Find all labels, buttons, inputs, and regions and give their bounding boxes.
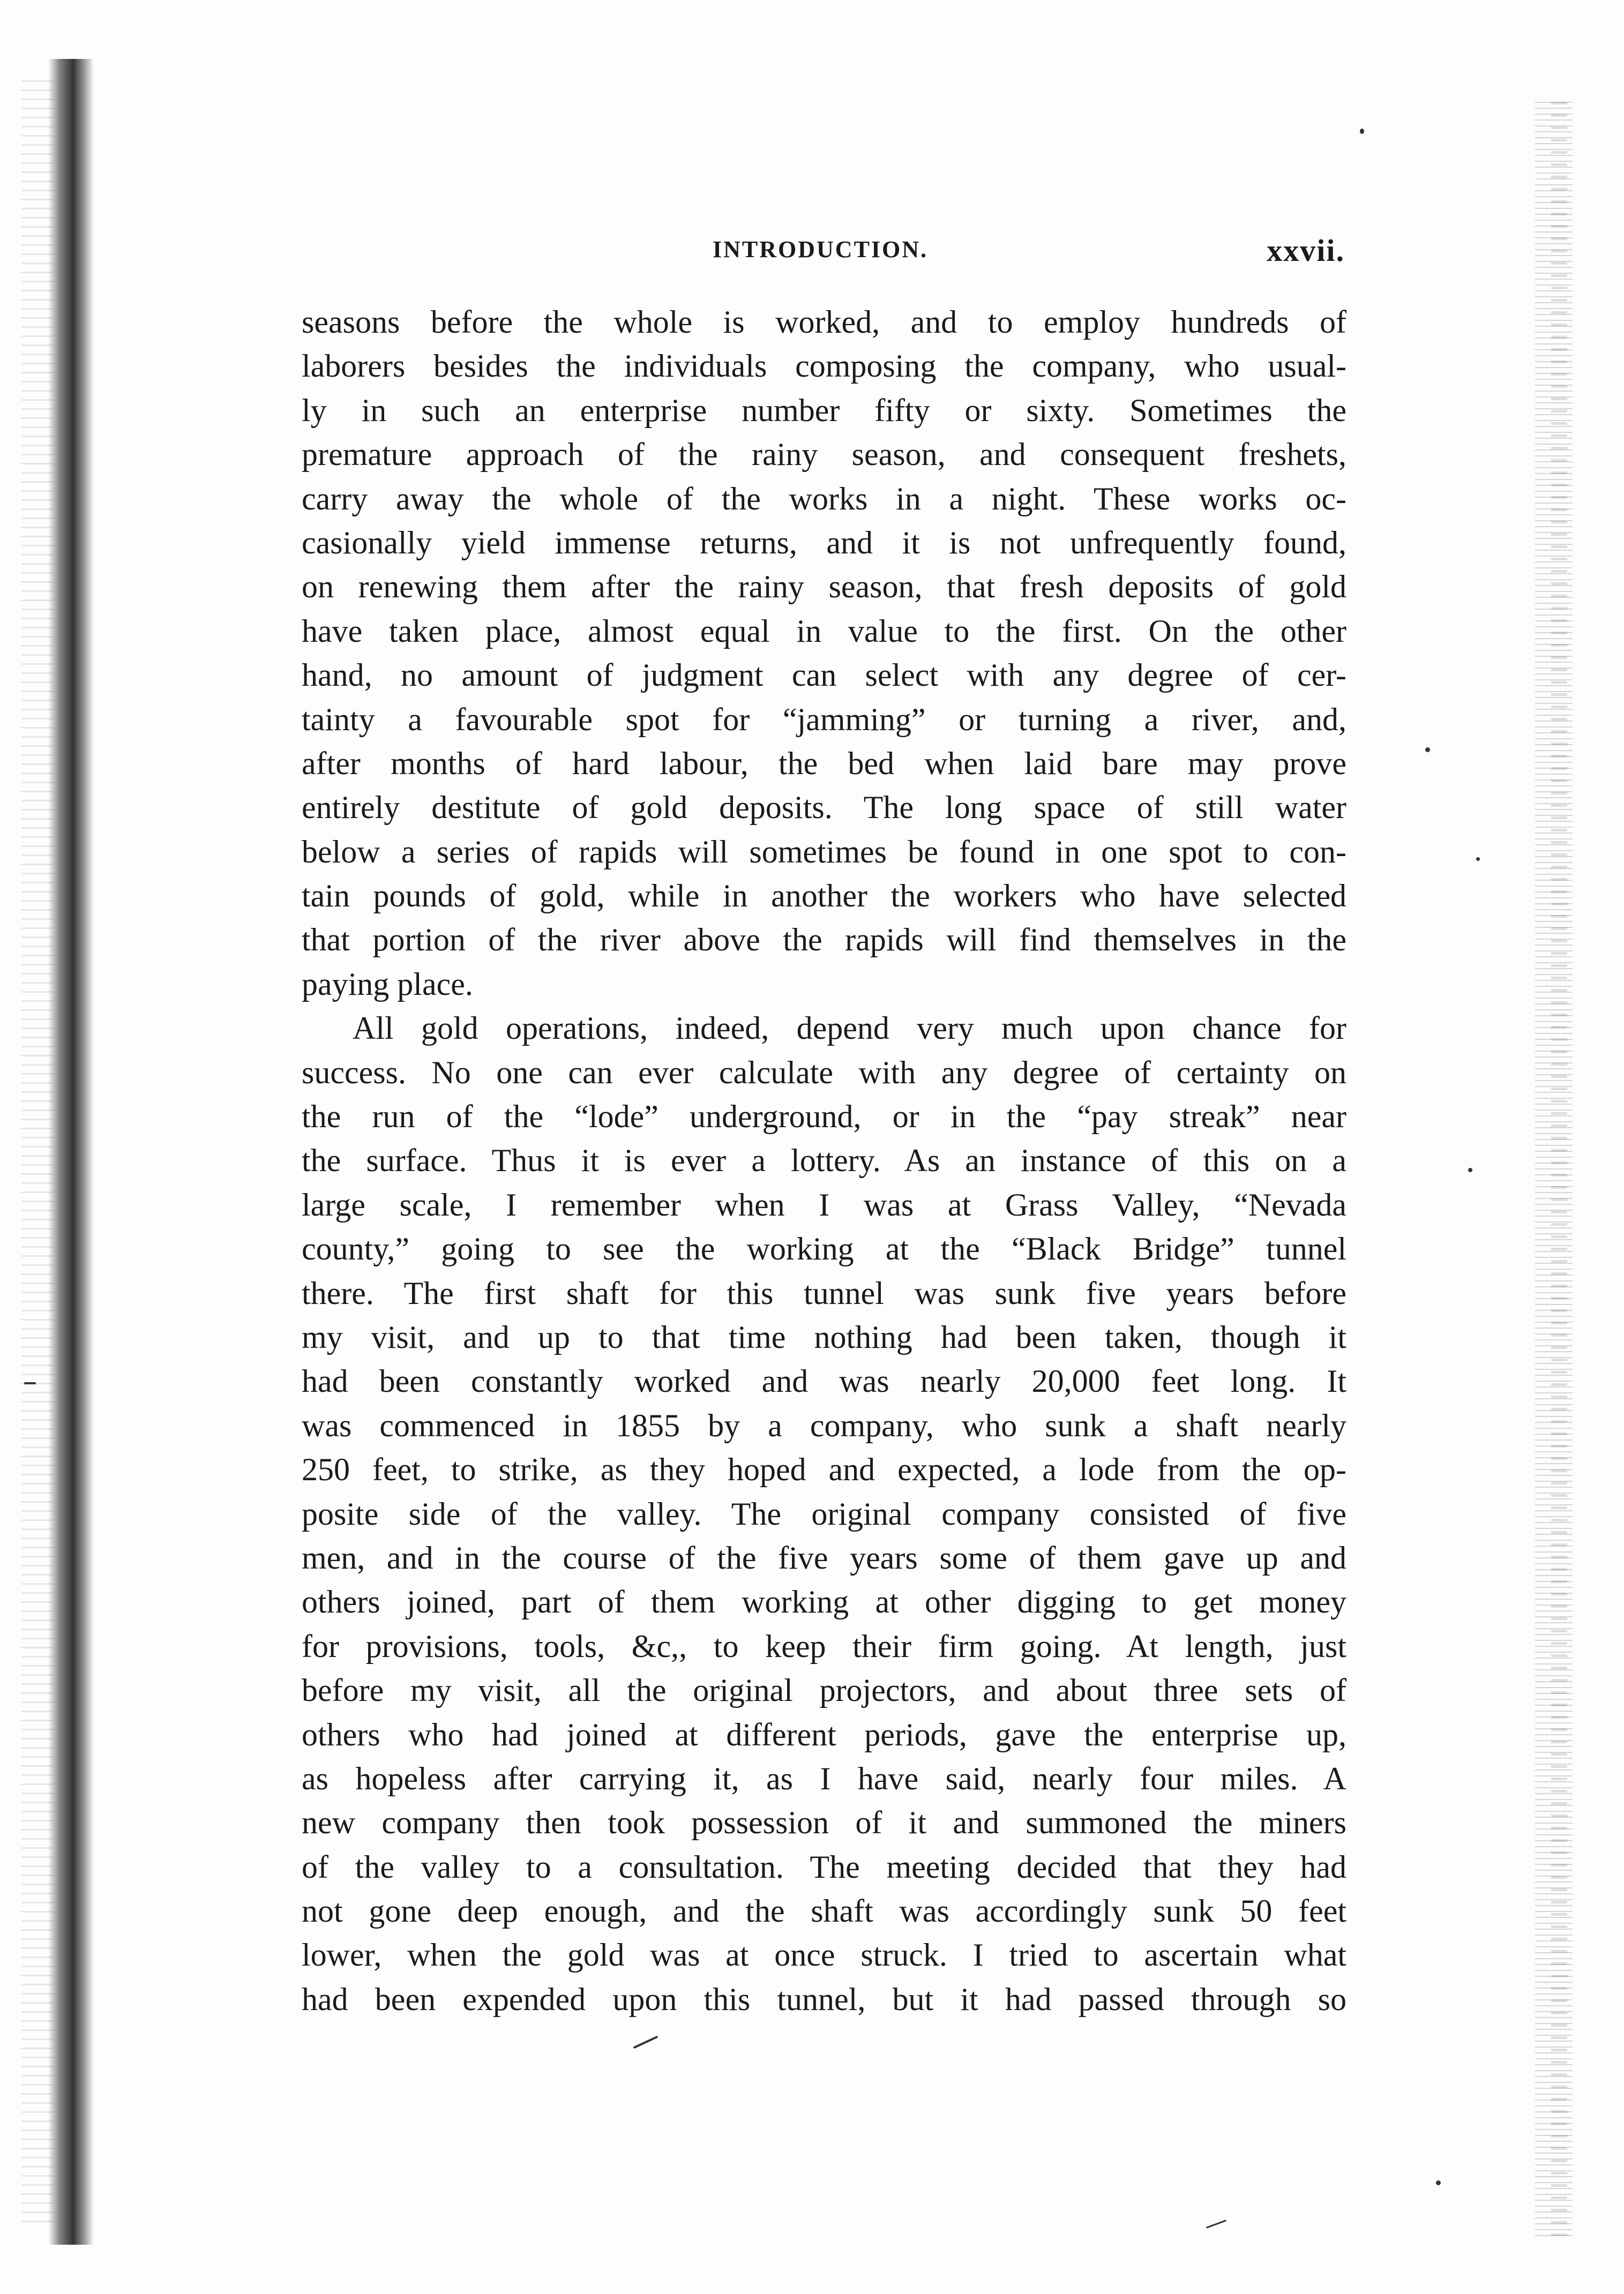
- text-line: the run of the “lode” underground, or in the “pay streak” near: [302, 1099, 1346, 1135]
- text-line: others who had joined at different periods, gave the enterprise up,: [302, 1716, 1346, 1752]
- text-line: 250 feet, to strike, as they hoped and expected, a lode from the op-: [302, 1452, 1346, 1488]
- text-line: county,” going to see the working at the “Black Bridge” tunnel: [302, 1231, 1346, 1267]
- text-line: large scale, I remember when I was at Grass Valley, “Nevada: [302, 1187, 1346, 1223]
- text-line: there. The first shaft for this tunnel was sunk five years before: [302, 1275, 1346, 1311]
- body-text: [302, 300, 1346, 2021]
- stray-mark: [633, 2036, 658, 2049]
- stray-mark: [1206, 2220, 1227, 2229]
- stray-mark: [1476, 857, 1480, 861]
- stray-mark: [1468, 1168, 1472, 1172]
- running-title: INTRODUCTION.: [713, 236, 929, 263]
- text-line: carry away the whole of the works in a night. These works oc-: [302, 481, 1346, 516]
- text-line: as hopeless after carrying it, as I have said, nearly four miles. A: [302, 1760, 1346, 1796]
- text-line: entirely destitute of gold deposits. The long space of still water: [302, 790, 1346, 826]
- text-line: casionally yield immense returns, and it is not unfrequently found,: [302, 524, 1346, 560]
- text-line: others joined, part of them working at other digging to get money: [302, 1584, 1346, 1620]
- text-line: success. No one can ever calculate with any degree of certainty on: [302, 1054, 1346, 1090]
- text-line: tain pounds of gold, while in another the workers who have selected: [302, 878, 1346, 914]
- text-line: the surface. Thus it is ever a lottery. As an instance of this on a: [302, 1143, 1346, 1179]
- text-line: men, and in the course of the five years some of them gave up and: [302, 1540, 1346, 1576]
- text-line: below a series of rapids will sometimes be found in one spot to con-: [302, 834, 1346, 869]
- text-line: that portion of the river above the rapids will find themselves in the: [302, 922, 1346, 958]
- text-line: before my visit, all the original projectors, and about three sets of: [302, 1673, 1346, 1708]
- text-line: on renewing them after the rainy season, that fresh deposits of gold: [302, 569, 1346, 605]
- text-line: hand, no amount of judgment can select with any degree of cer-: [302, 657, 1346, 693]
- text-line: for provisions, tools, &c,, to keep their firm going. At length, just: [302, 1628, 1346, 1664]
- text-line: have taken place, almost equal in value to the first. On the other: [302, 613, 1346, 649]
- text-line: premature approach of the rainy season, and consequent freshets,: [302, 437, 1346, 473]
- text-line: posite side of the valley. The original company consisted of five: [302, 1496, 1346, 1532]
- paragraph-1: [302, 300, 1346, 1006]
- stray-mark: [1360, 129, 1364, 134]
- text-line: All gold operations, indeed, depend very much upon chance for: [353, 1010, 1346, 1046]
- binding-texture: [21, 80, 54, 2223]
- text-line: laborers besides the individuals composing the company, who usual-: [302, 348, 1346, 384]
- text-line: after months of hard labour, the bed when laid bare may prove: [302, 745, 1346, 781]
- stray-mark: [1436, 2180, 1441, 2185]
- stray-mark: [1425, 747, 1430, 752]
- text-line: lower, when the gold was at once struck. I tried to ascertain what: [302, 1937, 1346, 1973]
- running-head: [300, 233, 1345, 284]
- text-line: tainty a favourable spot for “jamming” or turning a river, and,: [302, 701, 1346, 737]
- text-line: my visit, and up to that time nothing had been taken, though it: [302, 1319, 1346, 1355]
- text-line: ly in such an enterprise number fifty or sixty. Sometimes the: [302, 392, 1346, 428]
- text-line: had been expended upon this tunnel, but it had passed through so: [302, 1981, 1346, 2017]
- stray-mark: [24, 1382, 36, 1384]
- text-line: new company then took possession of it and summoned the miners: [302, 1805, 1346, 1841]
- text-line: of the valley to a consultation. The meeting decided that they had: [302, 1849, 1346, 1885]
- binding-gutter: [48, 59, 94, 2245]
- text-line: seasons before the whole is worked, and to employ hundreds of: [302, 304, 1346, 340]
- page-number: xxvii.: [1267, 233, 1345, 268]
- text-line: paying place.: [302, 966, 473, 1002]
- paragraph-2: [302, 1006, 1346, 2021]
- text-line: had been constantly worked and was nearly 20,000 feet long. It: [302, 1363, 1346, 1399]
- page-edge-speckle-secondary: [1551, 102, 1567, 2239]
- text-line: not gone deep enough, and the shaft was accordingly sunk 50 feet: [302, 1893, 1346, 1929]
- text-line: was commenced in 1855 by a company, who sunk a shaft nearly: [302, 1407, 1346, 1443]
